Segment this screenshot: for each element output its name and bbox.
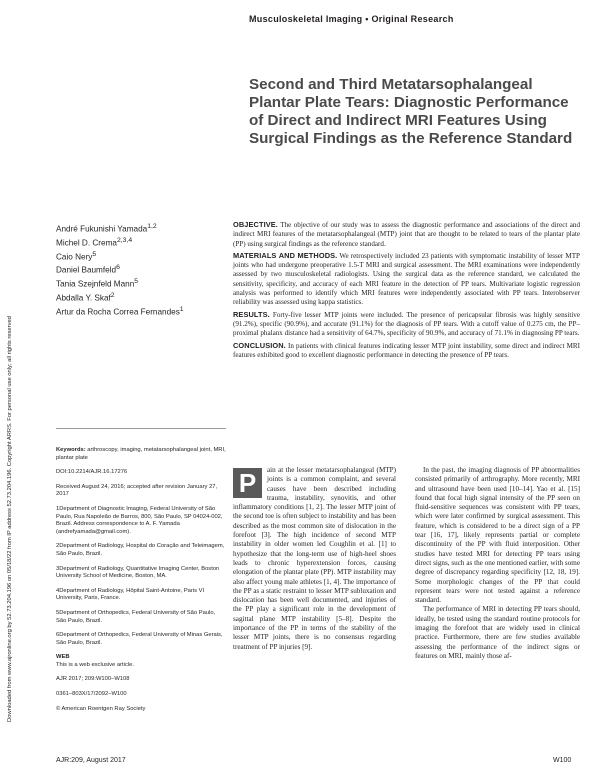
article-metadata (56, 447, 226, 720)
issn: 0361–803X/17/2092–W100 (56, 691, 127, 698)
abstract-methods: MATERIALS AND METHODS. We retrospectively included 23 patients with symptomatic instability of lesser MTP joints who had undergone preoperative 1.5-T MRI and surgical assessment. The MRI examinations were independently assessed by two musculoskeletal radiologists. Using the surgical data as the reference standard, we calculated the sensitivity, specificity, and accuracy of each MRI feature in the detection of PP tears. Multivariate logistic regression analysis was performed to identify which MRI features were independently associated with PP tears. Interobserver reliability was assessed using kappa statistics. (233, 250, 580, 307)
body-paragraph: ain at the lesser metatarsophalangeal (MTP) joints is a common complaint, and several causes have been described including trauma, instability, synovitis, and other inflammatory conditions [1, 2]. The lesser MTP joint of the second toe is often subject to instability and has been described as the most common site of dislocation in the forefoot [3]. The high incidence of second MTP instability in older women led Coughlin et al. [1] to hypothesize that the long-term use of high-heel shoes leads to chronic hyperextension forces, causing elongation of the plantar plate (PP). MTP instability may also affect young male athletes [1, 4]. The importance of the PP as a static restraint to lesser MTP subluxation and dislocation has been well documented, and injuries of the PP play a significant role in the development of sagittal plane MTP instability [5–8]. Despite the importance of the PP in terms of the stability of the lesser MTP joints, there is no consensus regarding treatment of PP injuries [9]. (233, 466, 396, 651)
author-list (56, 221, 236, 318)
author: Caio Nery$^5$ (56, 250, 97, 262)
section-label: Musculoskeletal Imaging • Original Research (249, 14, 454, 24)
web-label: WEB (56, 654, 70, 661)
author: Tania Szejnfeld Mann$^5$ (56, 278, 139, 290)
copyright: © American Roentgen Ray Society (56, 705, 146, 712)
author: Artur da Rocha Correa Fernandes$^1$ (56, 305, 184, 317)
abstract-results: RESULTS. Forty-five lesser MTP joints were included. The presence of pericapsular fibrosis was highly sensitive (91.2%), specific (90.9%), and accurate (91.1%) for the diagnosis of PP tears. With a cutoff value of 0.275 cm, the PP–proximal phalanx distance had a sensitivity of 64.7%, specificity of 90.9%, and accuracy of 71.1% in diagnosing PP tears. (233, 309, 580, 338)
citation: AJR 2017; 209:W100–W108 (56, 676, 130, 683)
doi[interactable]: DOI:10.2214/AJR.16.17276 (56, 469, 128, 476)
body-paragraph: The performance of MRI in detecting PP tears should, ideally, be tested using the standard routine protocols for imaging the forefoot that are widely used in clinical practice. Furthermore, there are few studies available assessing the performance of the indirect signs or features on MRI, mainly those af- (415, 605, 580, 660)
affiliation: 5Department of Orthopedics, Federal University of São Paulo, São Paulo, Brazil. (56, 609, 216, 624)
abstract-conclusion: CONCLUSION. In patients with clinical features indicating lesser MTP joint instability, some direct and indirect MRI features exhibited good to excellent diagnostic performance in detecting the presence of PP tears. (233, 340, 580, 359)
affiliation: 3Department of Radiology, Quantitative Imaging Center, Boston University School of Medicine, Boston, MA. (56, 565, 220, 580)
footer-page: W100 (553, 757, 572, 764)
author: Michel D. Crema$^{2,3,4}$ (56, 236, 133, 248)
author: André Fukunishi Yamada$^{1,2}$ (56, 223, 157, 234)
body-column-2 (415, 466, 580, 661)
running-header (249, 14, 579, 42)
abstract (233, 220, 580, 362)
affiliation: 6Department of Orthopedics, Federal University of Minas Gerais, São Paulo, Brazil. (56, 632, 223, 646)
web-note: This is a web exclusive article. (56, 661, 134, 668)
download-notice-text: Downloaded from www.ajronline.org by 52.73.204.196 on 05/18/22 from IP address 52.73.204.196. Copyright ARRS. For personal use only; all rights reserved (7, 316, 13, 722)
affiliation: 1Department of Diagnostic Imaging, Federal University of São Paulo, Rua Napoleão de Barros, 800, São Paulo, SP 04024-002, Brazil. Address correspondence to A. F. Yamada (andrefyamada@gmail.com). (56, 505, 223, 535)
abstract-objective: OBJECTIVE. The objective of our study was to assess the diagnostic performance and associations of the direct and indirect MRI features of the metatarsophalangeal (MTP) joint that are thought to be related to tears of the plantar plate (PP) using surgical findings as the reference standard. (233, 220, 580, 248)
author: Abdalla Y. Skaf$^2$ (56, 292, 115, 303)
body-paragraph: In the past, the imaging diagnosis of PP abnormalities consisted primarily of arthrography. More recently, MRI and ultrasound have been used [10–14]. Yao et al. [15] found that focal high signal intensity of the PP seen on fluid-sensitive sequences was consistent with PP tears, which were later confirmed by surgical assessment. This feature, which is considered to be a direct sign of a PP tear [16, 17], likely represents partial or complete discontinuity of the PP with fluid interposition. Other studies have tested MRI for detecting PP tears using direct signs, such as the one mentioned earlier, with some degree of discrepancy regarding specificity [12, 18, 19]. Some morphologic changes of the PP that could represent tears were not tested against a reference standard. (415, 466, 580, 605)
affiliation: 2Department of Radiology, Hospital do Coração and Teleimagem, São Paulo, Brazil. (56, 543, 225, 557)
keywords: Keywords: arthroscopy, imaging, metatarsophalangeal joint, MRI, plantar plate (56, 447, 226, 461)
download-notice (7, 122, 19, 722)
body-column-1 (233, 466, 396, 652)
author: Daniel Baumfeld$^6$ (56, 264, 120, 276)
dropcap: P (233, 468, 262, 498)
divider (56, 428, 226, 429)
article-title: Second and Third Metatarsophalangeal Plantar Plate Tears: Diagnostic Performance of Direct and Indirect MRI Features Using Surgical Findings as the Reference Standard (249, 76, 573, 147)
footer-journal: AJR:209, August 2017 (56, 757, 126, 764)
received-dates: Received August 24, 2016; accepted after revision January 27, 2017 (56, 483, 218, 498)
affiliation: 4Department of Radiology, Hôpital Saint-Antoine, Paris VI University, Paris, France. (56, 587, 205, 602)
